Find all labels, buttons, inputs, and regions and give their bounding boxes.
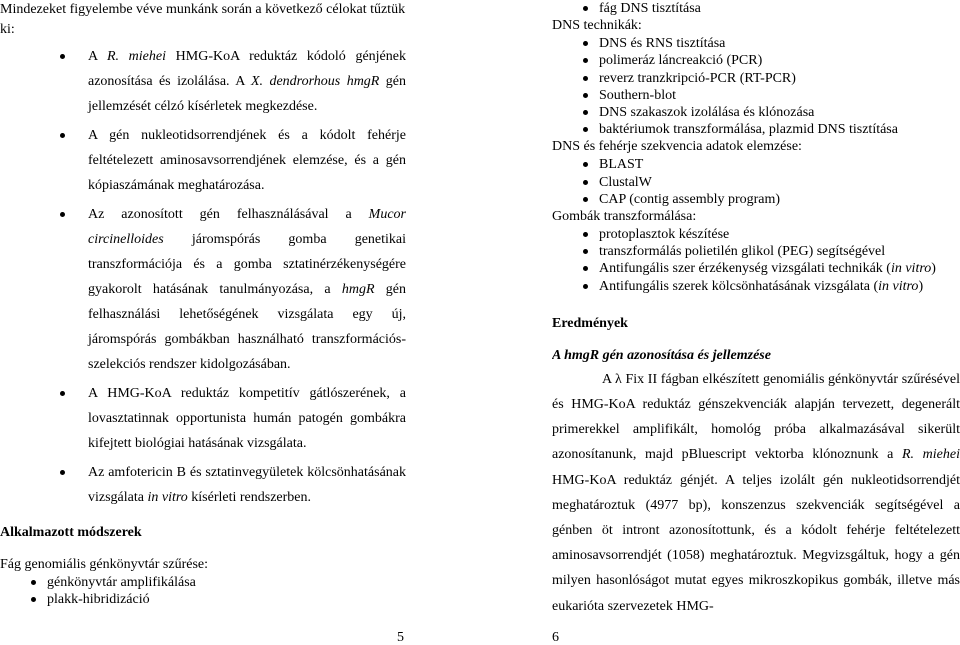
- method-item: transzformálás polietilén glikol (PEG) segítségével: [552, 243, 960, 260]
- method-item: DNS szakaszok izolálása és klónozása: [552, 104, 960, 121]
- goal-item: A R. miehei HMG-KoA reduktáz kódoló génjének azonosítása és izolálása. A X. dendrorhous hmgR gén jellemzését célzó kísérletek megkezdése.: [0, 44, 420, 119]
- library-screen-list: [0, 574, 420, 608]
- method-item: CAP (contig assembly program): [552, 191, 960, 208]
- results-paragraph: [552, 367, 960, 619]
- left-page: [0, 0, 420, 645]
- method-item: génkönyvtár amplifikálása: [0, 574, 420, 591]
- method-item: plakk-hibridizáció: [0, 591, 420, 608]
- goal-item: A gén nukleotidsorrendjének és a kódolt fehérje feltételezett aminosavsorrendjének elemzése, és a gén kópiaszámának meghatározása.: [0, 123, 420, 198]
- goal-item: Az azonosított gén felhasználásával a Mucor circinelloides járomspórás gomba genetikai transzformációja és a gomba sztatinérzékenységére gyakorolt hatásának tanulmányozása, a hmgR gén felhasználási lehetőségének vizsgálata egy új, járomspórás gombákban használható transzformációs-szelekciós rendszer kidolgozásában.: [0, 202, 420, 377]
- goal-item: A HMG-KoA reduktáz kompetitív gátlószerének, a lovasztatinnak opportunista humán patogén gombákra kifejtett biológiai hatásának vizsgálata.: [0, 381, 420, 456]
- right-page: [552, 0, 960, 645]
- results-heading: Eredmények: [552, 315, 628, 331]
- page-number-right: 6: [552, 630, 559, 645]
- phage-list: [552, 0, 960, 17]
- dna-techniques-list: [552, 35, 960, 138]
- dna-techniques-label: DNS technikák:: [552, 18, 642, 34]
- sequence-tools-list: [552, 156, 960, 208]
- method-item: polimeráz láncreakció (PCR): [552, 52, 960, 69]
- sequence-label: DNS és fehérje szekvencia adatok elemzése:: [552, 139, 802, 155]
- method-item: ClustalW: [552, 174, 960, 191]
- goals-list: [0, 44, 420, 510]
- goal-item: Az amfotericin B és sztatinvegyületek kölcsönhatásának vizsgálata in vitro kísérleti rendszerben.: [0, 460, 420, 510]
- method-item: reverz tranzkripció-PCR (RT-PCR): [552, 70, 960, 87]
- method-item: BLAST: [552, 156, 960, 173]
- method-item: Antifungális szer érzékenység vizsgálati technikák (in vitro): [552, 260, 960, 277]
- fungal-list: [552, 226, 960, 295]
- page-number-left: 5: [397, 630, 404, 645]
- hmgr-subheading: A hmgR gén azonosítása és jellemzése: [552, 347, 771, 363]
- method-item: protoplasztok készítése: [552, 226, 960, 243]
- method-item: Antifungális szerek kölcsönhatásának vizsgálata (in vitro): [552, 278, 960, 295]
- intro-paragraph: Mindezeket figyelembe véve munkánk során a következő célokat tűztük ki:: [0, 2, 406, 37]
- library-screen-label: Fág genomiális génkönyvtár szűrése:: [0, 557, 209, 572]
- method-item: fág DNS tisztítása: [552, 0, 960, 17]
- method-item: baktériumok transzformálása, plazmid DNS tisztítása: [552, 121, 960, 138]
- method-item: DNS és RNS tisztítása: [552, 35, 960, 52]
- method-item: Southern-blot: [552, 87, 960, 104]
- methods-heading: Alkalmazott módszerek: [0, 525, 142, 540]
- results-text: A λ Fix II fágban elkészített genomiális génkönyvtár szűrésével és HMG-KoA reduktáz génszekvenciák alapján tervezett, degenerált primerekkel amplifikált, homológ próba alkalmazásával sikerült azonosítanunk, majd pBluescript vektorba klónoznunk a R. miehei HMG-KoA reduktáz génjét. A teljes izolált gén nukleotidsorrendjét meghatároztuk (4977 bp), konszenzus szekvenciák segítségével a génben öt intront azonosítottunk, és a kódolt fehérje feltételezett aminosavsorrendjét (1058) meghatároztuk. Megvizsgáltuk, hogy a gén milyen hasonlóságot mutat egyes mikroszkopikus gombák, illetve más eukarióta szervezetek HMG-: [552, 371, 960, 614]
- fungal-label: Gombák transzformálása:: [552, 209, 697, 225]
